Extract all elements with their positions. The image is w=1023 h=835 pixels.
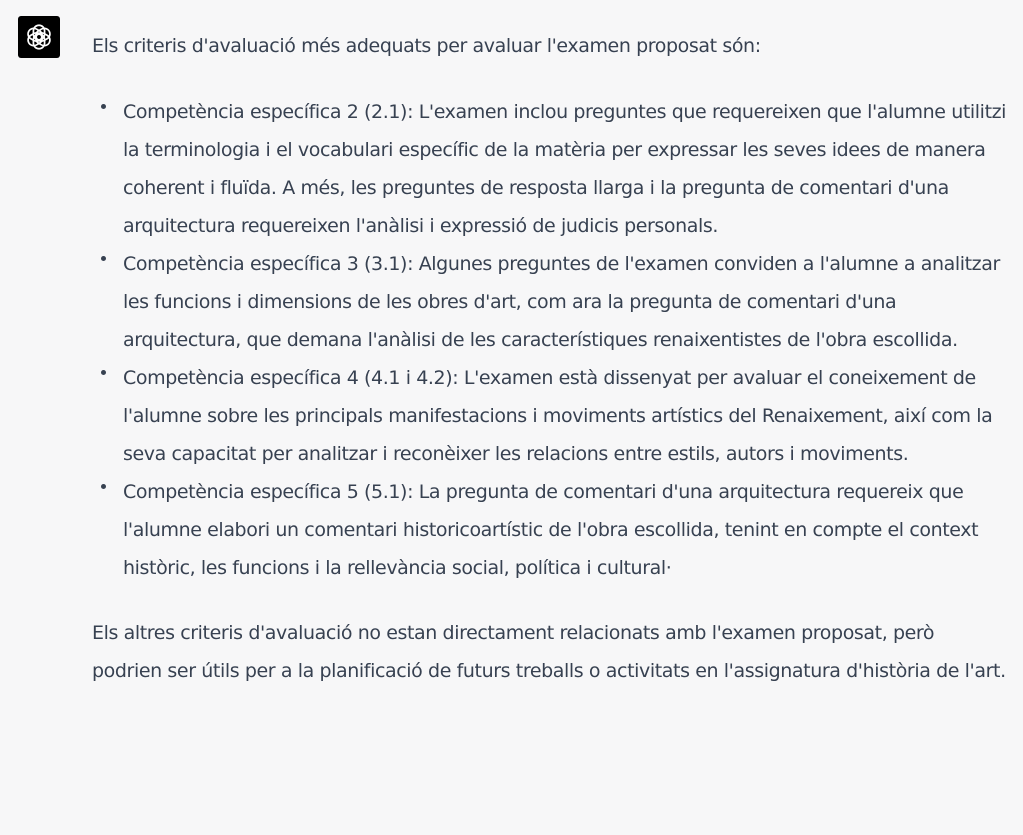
message-content [92, 27, 1007, 690]
outro-paragraph: Els altres criteris d'avaluació no estan directament relacionats amb l'examen proposat, però podrien ser útils per a la planificació de futurs treballs o activitats en l'assignatura d'història de l'art. [92, 622, 1006, 682]
openai-logo-icon [25, 23, 53, 51]
criteria-list [92, 93, 1007, 587]
assistant-avatar [18, 16, 60, 58]
criteria-item: Competència específica 2 (2.1): L'examen inclou preguntes que requereixen que l'alumne utilitzi la terminologia i el vocabulari específic de la matèria per expressar les seves idees de manera coherent i fluïda. A més, les preguntes de resposta llarga i la pregunta de comentari d'una arquitectura requereixen l'anàlisi i expressió de judicis personals. [123, 93, 1007, 245]
intro-paragraph: Els criteris d'avaluació més adequats per avaluar l'examen proposat són: [92, 35, 761, 57]
criteria-item: Competència específica 3 (3.1): Algunes preguntes de l'examen conviden a l'alumne a analitzar les funcions i dimensions de les obres d'art, com ara la pregunta de comentari d'una arquitectura, que demana l'anàlisi de les característiques renaixentistes de l'obra escollida. [123, 245, 1007, 359]
criteria-item: Competència específica 4 (4.1 i 4.2): L'examen està dissenyat per avaluar el coneixement de l'alumne sobre les principals manifestacions i moviments artístics del Renaixement, així com la seva capacitat per analitzar i reconèixer les relacions entre estils, autors i moviments. [123, 359, 1007, 473]
criteria-item: Competència específica 5 (5.1): La pregunta de comentari d'una arquitectura requereix que l'alumne elabori un comentari historicoartístic de l'obra escollida, tenint en compte el context històric, les funcions i la rellevància social, política i cultural· [123, 473, 1007, 587]
